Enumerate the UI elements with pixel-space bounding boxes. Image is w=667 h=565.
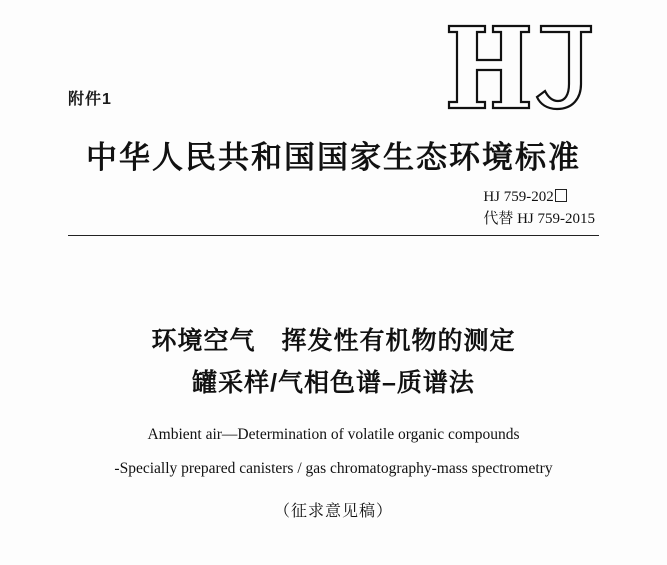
standard-code-line bbox=[483, 186, 595, 208]
page-title: 中华人民共和国国家生态环境标准 bbox=[86, 140, 581, 175]
header-divider bbox=[68, 235, 599, 236]
subject-title-en-line1: Ambient air—Determination of volatile organic compounds bbox=[147, 426, 520, 443]
replaces-code: 代替 HJ 759-2015 bbox=[483, 211, 595, 227]
subject-title-cn-line1: 环境空气 挥发性有机物的测定 bbox=[151, 327, 516, 355]
standard-code: HJ 759-202 bbox=[483, 189, 554, 205]
placeholder-box-icon bbox=[555, 189, 567, 202]
subject-title-cn bbox=[0, 320, 667, 404]
subject-title-en-line2: -Specially prepared canisters / gas chromatography-mass spectrometry bbox=[114, 460, 553, 477]
attachment-label: 附件1 bbox=[68, 91, 112, 108]
subject-title-cn-line2: 罐采样/气相色谱–质谱法 bbox=[192, 369, 475, 397]
subject-title-en bbox=[0, 418, 667, 486]
draft-status-label: （征求意见稿） bbox=[273, 503, 393, 520]
hj-logo-icon bbox=[445, 20, 595, 116]
standard-code-block bbox=[483, 186, 595, 230]
